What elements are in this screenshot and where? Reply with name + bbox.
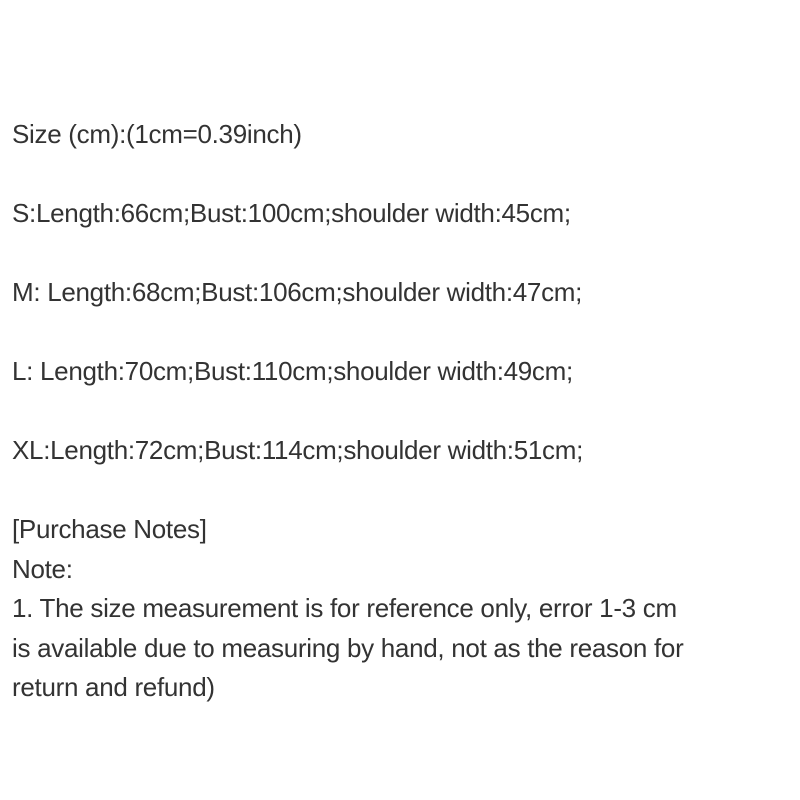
size-row-xl: XL:Length:72cm;Bust:114cm;shoulder width:51cm; — [12, 435, 584, 465]
note-line: return and refund) — [12, 672, 215, 702]
size-row-l: L: Length:70cm;Bust:110cm;shoulder width:49cm; — [12, 356, 573, 386]
note-line: 1. The size measurement is for reference only, error 1-3 cm — [12, 593, 677, 623]
size-header: Size (cm):(1cm=0.39inch) — [12, 119, 302, 149]
note-label: Note: — [12, 554, 73, 584]
note-line: is available due to measuring by hand, not as the reason for — [12, 633, 684, 663]
size-row-s: S:Length:66cm;Bust:100cm;shoulder width:45cm; — [12, 198, 571, 228]
purchase-notes-heading: [Purchase Notes] — [12, 514, 207, 544]
size-row-m: M: Length:68cm;Bust:106cm;shoulder width:47cm; — [12, 277, 583, 307]
